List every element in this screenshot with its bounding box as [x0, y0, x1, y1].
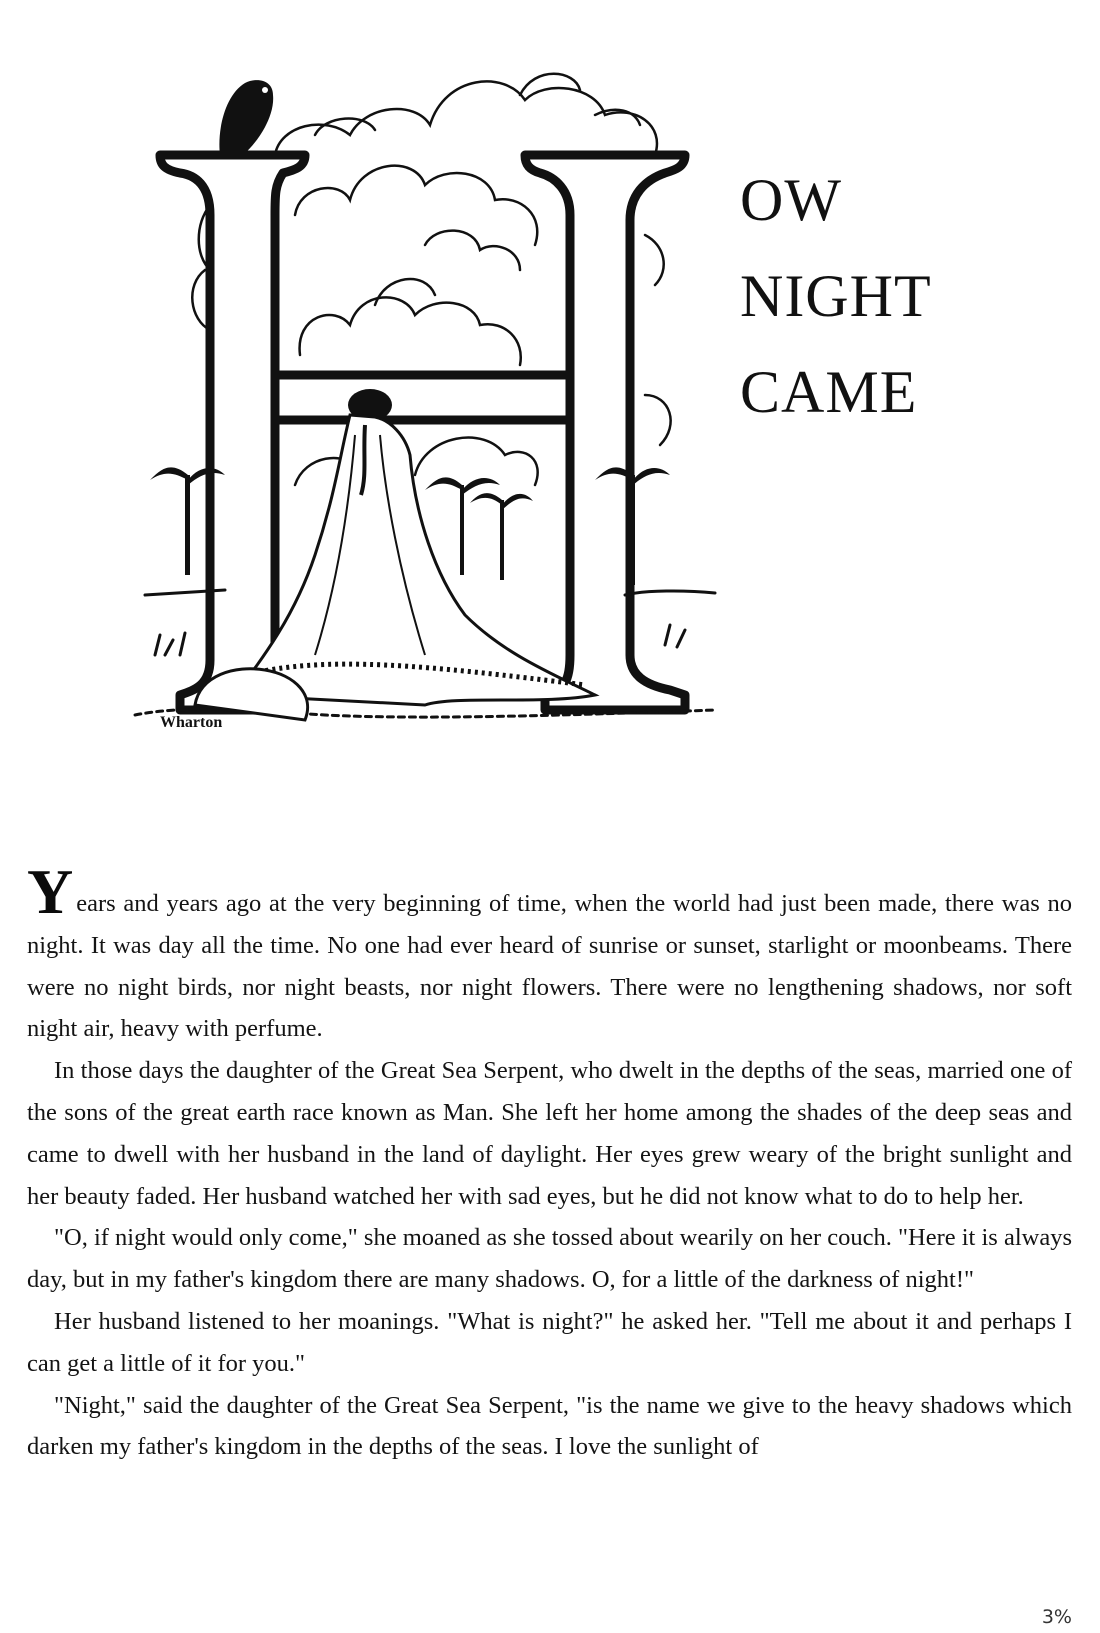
story-paragraph: In those days the daughter of the Great Sea Serpent, who dwelt in the depths of the seas, married one of the sons of the great earth race known as Man. She left her home among the shades of the deep seas and came to dwell with her husband in the land of daylight. Her eyes grew weary of the bright sunlight and her beauty faded. Her husband watched her with sad eyes, but he did not know what to do to help her. — [27, 1057, 1072, 1210]
artist-signature: Wharton — [160, 714, 223, 731]
title-line-1: OW — [740, 167, 842, 233]
story-paragraph: "O, if night would only come," she moaned as she tossed about wearily on her couch. "Here it is always day, but in my father's kingdom there are many shadows. O, for a little of the darkness of night!" — [27, 1224, 1072, 1294]
drop-cap-letter: Y — [27, 856, 74, 927]
chapter-illustration — [125, 55, 725, 775]
paragraph-text: ears and years ago at the very beginning of time, when the world had just been made, there was no night. It was day all the time. No one had ever heard of sunrise or sunset, starlight or moonbeams. There were no night birds, nor night beasts, nor night flowers. There were no lengthening shadows, nor soft night air, heavy with perfume. — [27, 890, 1072, 1043]
title-line-3: CAME — [740, 359, 918, 425]
story-paragraph: Her husband listened to her moanings. "What is night?" he asked her. "Tell me about it and perhaps I can get a little of it for you." — [27, 1307, 1072, 1377]
title-line-2: NIGHT — [740, 263, 932, 329]
chapter-title — [740, 152, 932, 440]
story-text — [27, 856, 1072, 1468]
story-paragraph — [27, 856, 1072, 1050]
reading-progress: 3% — [1041, 1606, 1072, 1628]
drop-cap-h-illustration-icon — [125, 55, 725, 775]
story-paragraph: "Night," said the daughter of the Great Sea Serpent, "is the name we give to the heavy shadows which darken my father's kingdom in the depths of the seas. I love the sunlight of — [27, 1391, 1072, 1461]
